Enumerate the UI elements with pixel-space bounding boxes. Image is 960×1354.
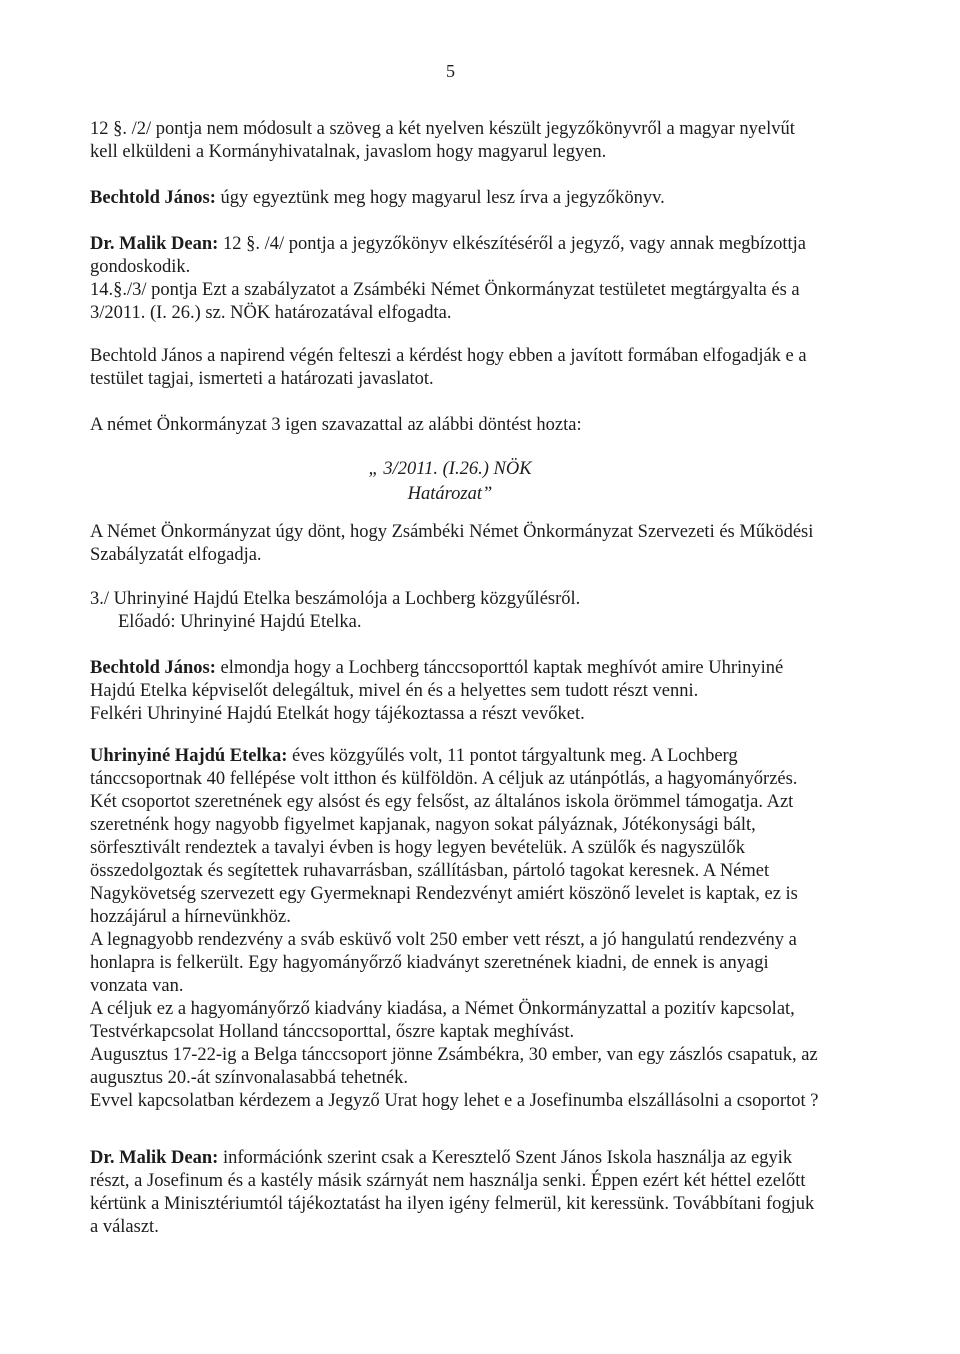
paragraph-text: úgy egyeztünk meg hogy magyarul lesz írva a jegyzőkönyv. [215,188,665,208]
speaker-name: Dr. Malik Dean: [90,234,219,254]
paragraph-vote [90,414,825,437]
paragraph-text: 12 §. /4/ pontja a jegyzőkönyv elkészítéséről a jegyző, vagy annak megbízottja gondoskodik. [90,234,807,277]
paragraph-12-2 [90,118,825,164]
paragraph-text: A Német Önkormányzat úgy dönt, hogy Zsámbéki Német Önkormányzat Szervezeti és Működési Szabályzatát elfogadja. [90,522,814,565]
paragraph-bechtold-2 [90,345,825,391]
paragraph-text: 12 §. /2/ pontja nem módosult a szöveg a két nyelven készült jegyzőkönyvről a magyar nyelvűt kell elküldeni a Kormányhivatalnak, javaslom hogy magyarul legyen. [90,119,795,162]
paragraph-text: elmondja hogy a Lochberg tánccsoporttól kaptak meghívót amire Uhrinyiné Hajdú Etelka képviselőt delegáltuk, mivel én és a helyettes sem tudott részt venni. [90,658,784,701]
paragraph-text: A céljuk ez a hagyományőrző kiadvány kiadása, a Német Önkormányzattal a pozitív kapcsolat, Testvérkapcsolat Holland tánccsoporttal, őszre kaptak meghívást. [90,999,795,1042]
agenda-title: 3./ Uhrinyiné Hajdú Etelka beszámolója a Lochberg közgyűlésről. [90,589,581,609]
resolution-title [300,457,600,507]
agenda-presenter: Előadó: Uhrinyiné Hajdú Etelka. [118,612,362,632]
paragraph-text: éves közgyűlés volt, 11 pontot tárgyaltunk meg. A Lochberg tánccsoportnak 40 fellépése volt itthon és külföldön. A céljuk az utánpótlás, a hagyományőrzés. Két csoportot szeretnének egy alsóst és egy felsőst, az általános iskola örömmel támogatja. Azt szeretnénk hogy nagyobb figyelmet kapjanak, nagyon sokat pályáznak, Jótékonysági bált, sörfesztivált rendeztek a tavalyi évben is hogy legyen bevételük. A szülők és nagyszülők összedolgoztak és segítettek ruhavarrásban, szállításban, pártoló tagokat keresnek. A Német Nagykövetség szervezett egy Gyermeknapi Rendezvényt amiért köszönő levelet is kaptak, ez is hozzájárul a hírnevünkhöz. [90,746,798,927]
paragraph-resolution-text [90,521,825,567]
paragraph-text: 14.§./3/ pontja Ezt a szabályzatot a Zsámbéki Német Önkormányzat testületet megtárgyalta és a 3/2011. (I. 26.) sz. NÖK határozatával elfogadta. [90,280,800,323]
paragraph-text: Bechtold János a napirend végén felteszi a kérdést hogy ebben a javított formában elfogadják e a testület tagjai, ismerteti a határozati javaslatot. [90,346,807,389]
paragraph-malik-2 [90,1147,825,1239]
paragraph-14-3 [90,279,825,325]
paragraph-uhrinyine [90,745,825,1113]
paragraph-bechtold-1 [90,187,825,210]
speaker-name: Uhrinyiné Hajdú Etelka: [90,746,288,766]
speaker-name: Dr. Malik Dean: [90,1148,219,1168]
paragraph-text: információnk szerint csak a Keresztelő Szent János Iskola használja az egyik részt, a Josefinum és a kastély másik szárnyát nem használja senki. Éppen ezért két héttel ezelőtt kértünk a Minisztériumtól tájékoztatást ha ilyen igény felmerül, kit keressünk. Továbbítani fogjuk a választ. [90,1148,815,1237]
speaker-name: Bechtold János: [90,188,216,208]
paragraph-text: Felkéri Uhrinyiné Hajdú Etelkát hogy tájékoztassa a részt vevőket. [90,704,585,724]
speaker-name: Bechtold János: [90,658,216,678]
paragraph-text: Augusztus 17-22-ig a Belga tánccsoport jönne Zsámbékra, 30 ember, van egy zászlós csapatuk, az augusztus 20.-át színvonalasabbá tehetnék. [90,1045,818,1088]
paragraph-bechtold-3 [90,657,825,726]
paragraph-text: Evvel kapcsolatban kérdezem a Jegyző Urat hogy lehet e a Josefinumba elszállásolni a csoportot ? [90,1091,819,1111]
page-number: 5 [446,61,455,81]
resolution-label: Határozat” [407,484,493,504]
paragraph-malik-1 [90,233,825,279]
resolution-number: „ 3/2011. (I.26.) NÖK [368,459,532,479]
paragraph-text: A legnagyobb rendezvény a sváb esküvő volt 250 ember vett részt, a jó hangulatú rendezvény a honlapra is felkerült. Egy hagyományőrző kiadványt szeretnének kiadni, de ennek is anyagi vonzata van. [90,930,797,996]
paragraph-text: A német Önkormányzat 3 igen szavazattal az alábbi döntést hozta: [90,415,582,435]
agenda-item-3 [90,588,825,634]
